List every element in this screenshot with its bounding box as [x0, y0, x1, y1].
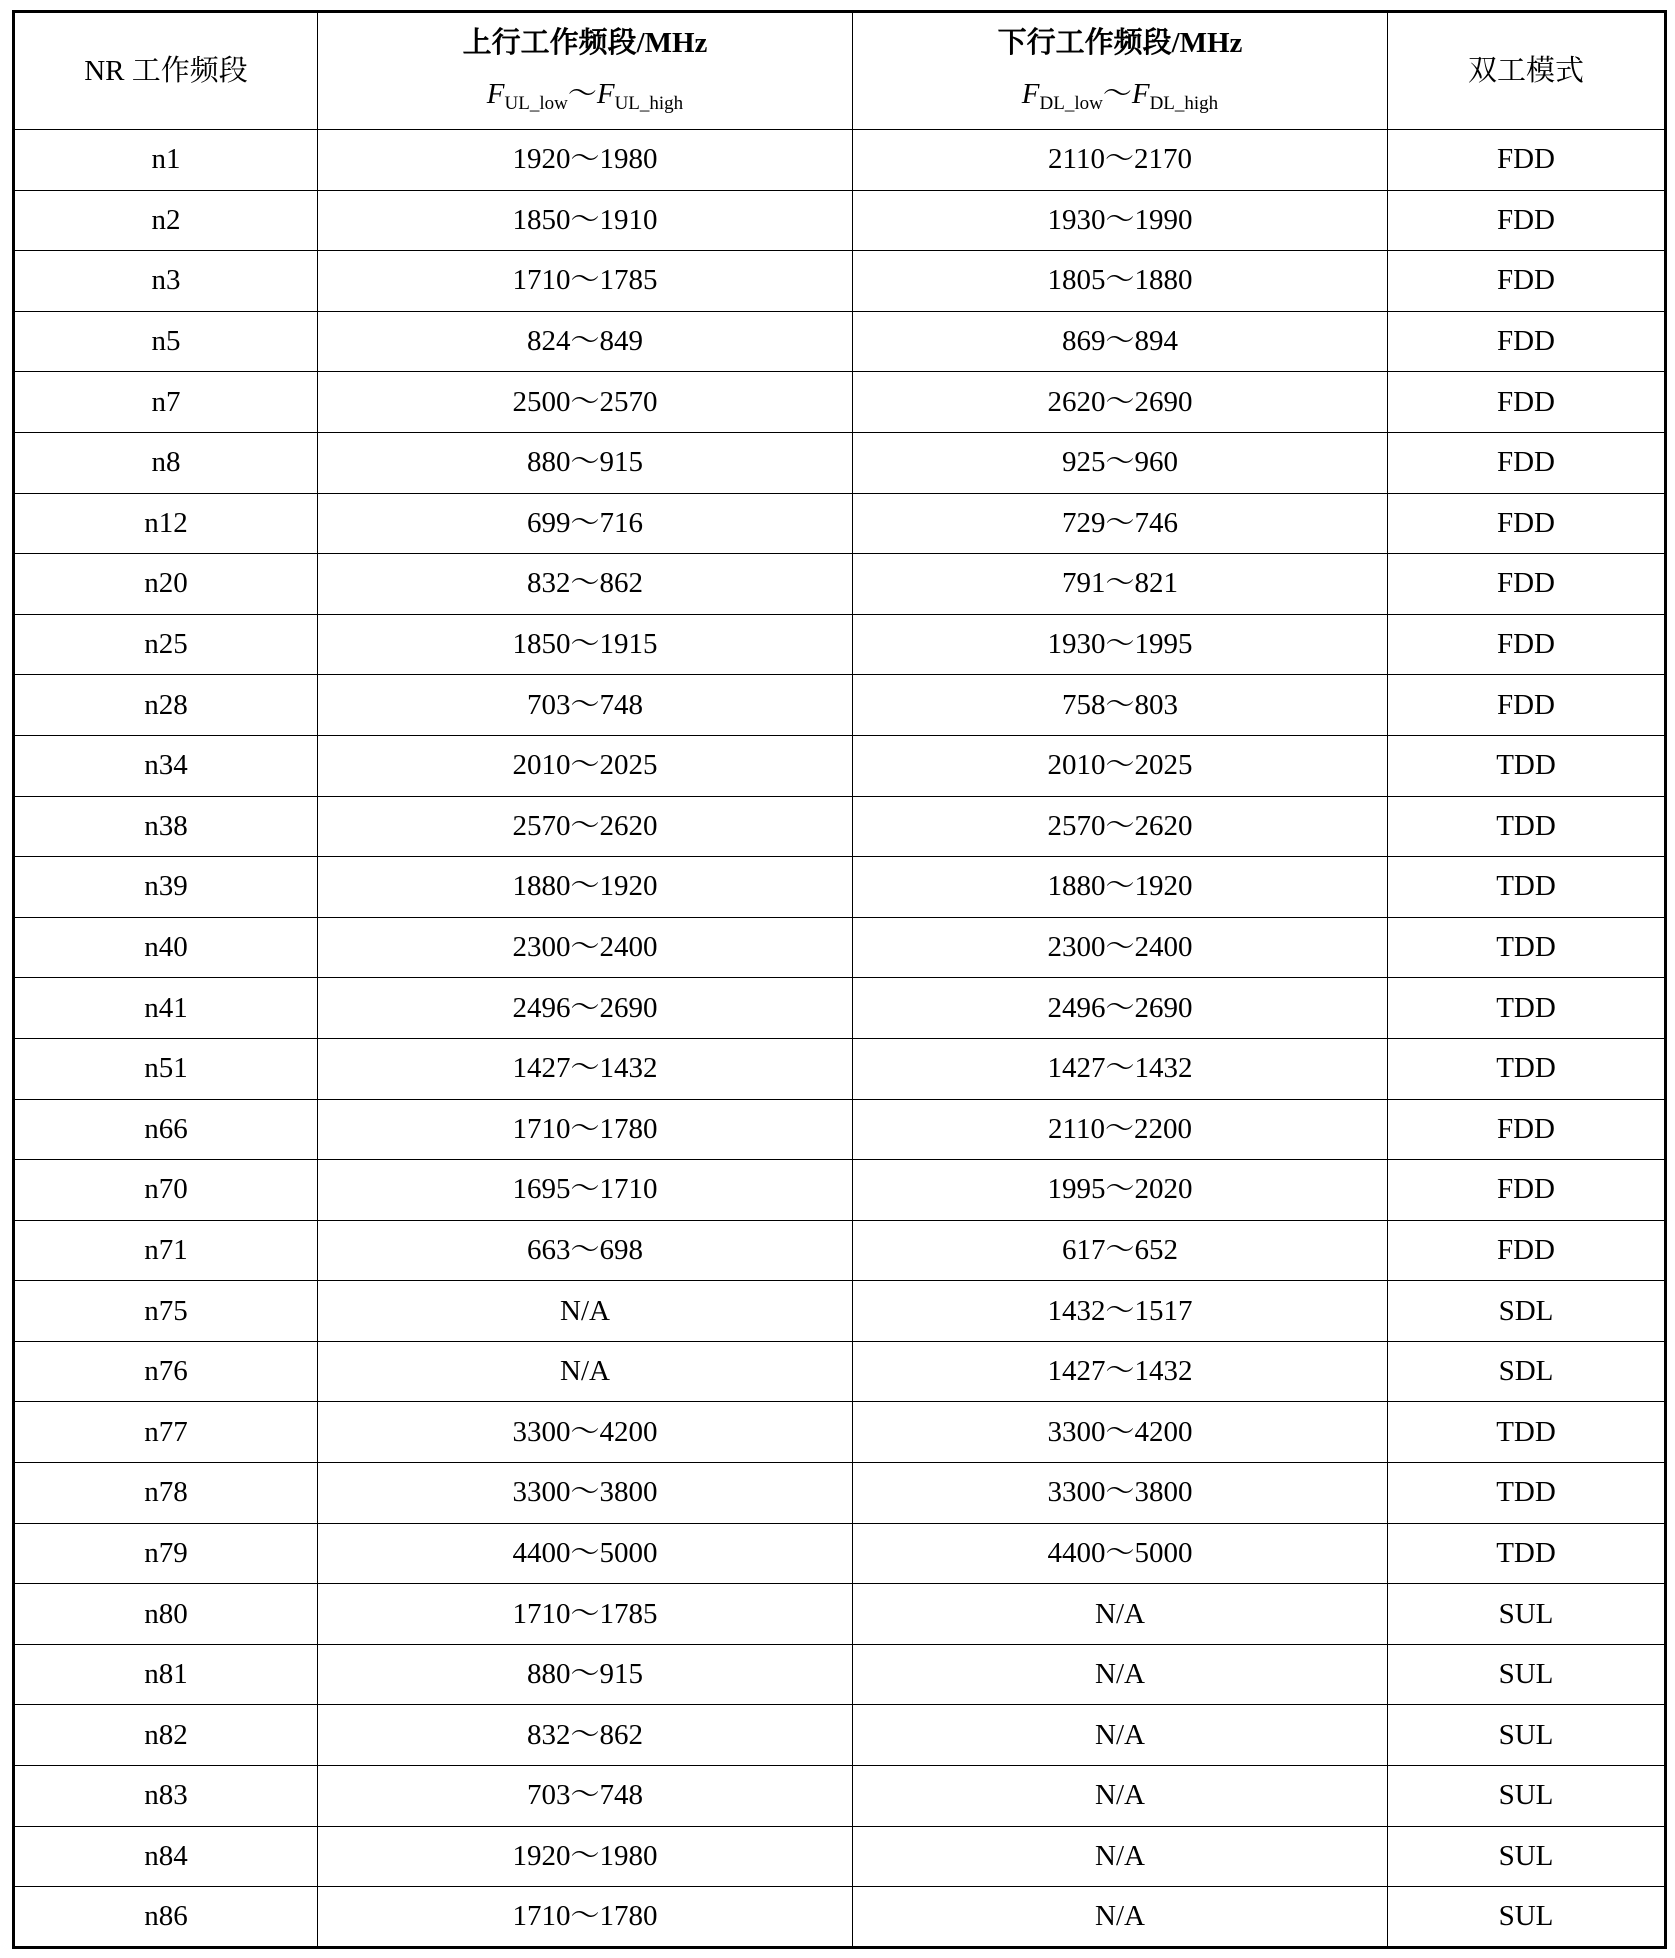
cell-band: n66 — [14, 1099, 318, 1160]
cell-uplink: 1710～1785 — [318, 251, 853, 312]
cell-duplex: SDL — [1388, 1281, 1666, 1342]
table-row — [14, 1341, 1666, 1402]
cell-downlink: 2620～2690 — [853, 372, 1388, 433]
cell-downlink: 3300～4200 — [853, 1402, 1388, 1463]
cell-downlink: 925～960 — [853, 432, 1388, 493]
table-row — [14, 1644, 1666, 1705]
cell-duplex: FDD — [1388, 190, 1666, 251]
cell-duplex: TDD — [1388, 978, 1666, 1039]
cell-duplex: FDD — [1388, 1099, 1666, 1160]
cell-band: n3 — [14, 251, 318, 312]
cell-band: n86 — [14, 1887, 318, 1948]
cell-uplink: 1920～1980 — [318, 1826, 853, 1887]
nr-band-table — [12, 10, 1667, 1949]
table-row — [14, 1705, 1666, 1766]
table-row — [14, 1463, 1666, 1524]
cell-band: n70 — [14, 1160, 318, 1221]
cell-uplink: 1710～1780 — [318, 1887, 853, 1948]
cell-uplink: 2570～2620 — [318, 796, 853, 857]
cell-uplink: 832～862 — [318, 1705, 853, 1766]
cell-band: n8 — [14, 432, 318, 493]
uplink-low-sub: UL_low — [504, 93, 568, 114]
cell-uplink: 1850～1910 — [318, 190, 853, 251]
cell-duplex: FDD — [1388, 614, 1666, 675]
cell-downlink: 2496～2690 — [853, 978, 1388, 1039]
table-row — [14, 190, 1666, 251]
table-row — [14, 735, 1666, 796]
cell-downlink: 3300～3800 — [853, 1463, 1388, 1524]
cell-uplink: 880～915 — [318, 1644, 853, 1705]
cell-duplex: FDD — [1388, 1160, 1666, 1221]
cell-band: n5 — [14, 311, 318, 372]
cell-uplink: 1880～1920 — [318, 857, 853, 918]
cell-uplink: 1710～1780 — [318, 1099, 853, 1160]
cell-uplink: N/A — [318, 1341, 853, 1402]
cell-duplex: FDD — [1388, 130, 1666, 191]
table-row — [14, 1160, 1666, 1221]
cell-band: n84 — [14, 1826, 318, 1887]
cell-band: n80 — [14, 1584, 318, 1645]
cell-band: n82 — [14, 1705, 318, 1766]
cell-band: n39 — [14, 857, 318, 918]
table-row — [14, 554, 1666, 615]
cell-uplink: 1695～1710 — [318, 1160, 853, 1221]
cell-band: n40 — [14, 917, 318, 978]
cell-duplex: TDD — [1388, 735, 1666, 796]
cell-downlink: 791～821 — [853, 554, 1388, 615]
table-row — [14, 130, 1666, 191]
header-downlink — [853, 12, 1388, 130]
header-uplink-formula — [318, 80, 852, 113]
cell-downlink: 1427～1432 — [853, 1038, 1388, 1099]
table-row — [14, 857, 1666, 918]
cell-duplex: FDD — [1388, 554, 1666, 615]
cell-downlink: 729～746 — [853, 493, 1388, 554]
cell-duplex: TDD — [1388, 857, 1666, 918]
cell-downlink: 1995～2020 — [853, 1160, 1388, 1221]
uplink-sep: ～ — [567, 78, 597, 110]
table-row — [14, 1523, 1666, 1584]
cell-band: n1 — [14, 130, 318, 191]
uplink-high-sub: UL_high — [614, 93, 684, 114]
cell-band: n38 — [14, 796, 318, 857]
table-header — [14, 12, 1666, 130]
table-row — [14, 493, 1666, 554]
cell-uplink: 1920～1980 — [318, 130, 853, 191]
table-row — [14, 1220, 1666, 1281]
cell-uplink: 1710～1785 — [318, 1584, 853, 1645]
cell-duplex: FDD — [1388, 432, 1666, 493]
header-uplink — [318, 12, 853, 130]
cell-downlink: 2110～2170 — [853, 130, 1388, 191]
cell-band: n75 — [14, 1281, 318, 1342]
cell-duplex: TDD — [1388, 1038, 1666, 1099]
cell-downlink: 617～652 — [853, 1220, 1388, 1281]
cell-downlink: 1930～1995 — [853, 614, 1388, 675]
cell-band: n20 — [14, 554, 318, 615]
table-row — [14, 917, 1666, 978]
cell-band: n12 — [14, 493, 318, 554]
cell-downlink: N/A — [853, 1887, 1388, 1948]
table-row — [14, 978, 1666, 1039]
cell-uplink: 1850～1915 — [318, 614, 853, 675]
cell-duplex: SUL — [1388, 1644, 1666, 1705]
table-row — [14, 796, 1666, 857]
cell-band: n34 — [14, 735, 318, 796]
cell-duplex: FDD — [1388, 311, 1666, 372]
cell-band: n79 — [14, 1523, 318, 1584]
table-row — [14, 1584, 1666, 1645]
cell-duplex: FDD — [1388, 1220, 1666, 1281]
table-row — [14, 675, 1666, 736]
cell-downlink: 2300～2400 — [853, 917, 1388, 978]
cell-downlink: 2010～2025 — [853, 735, 1388, 796]
downlink-high-sub: DL_high — [1149, 93, 1219, 114]
table-row — [14, 1038, 1666, 1099]
cell-duplex: TDD — [1388, 1523, 1666, 1584]
uplink-high-letter: F — [596, 78, 615, 110]
table-row — [14, 432, 1666, 493]
cell-uplink: 4400～5000 — [318, 1523, 853, 1584]
cell-downlink: N/A — [853, 1644, 1388, 1705]
table-row — [14, 311, 1666, 372]
cell-band: n51 — [14, 1038, 318, 1099]
cell-downlink: 1805～1880 — [853, 251, 1388, 312]
cell-uplink: 2300～2400 — [318, 917, 853, 978]
cell-band: n81 — [14, 1644, 318, 1705]
cell-downlink: 4400～5000 — [853, 1523, 1388, 1584]
cell-band: n71 — [14, 1220, 318, 1281]
table-row — [14, 614, 1666, 675]
header-downlink-title: 下行工作频段/MHz — [997, 27, 1243, 59]
cell-band: n28 — [14, 675, 318, 736]
cell-uplink: 832～862 — [318, 554, 853, 615]
header-uplink-title: 上行工作频段/MHz — [462, 27, 708, 59]
cell-downlink: 2570～2620 — [853, 796, 1388, 857]
cell-duplex: TDD — [1388, 1402, 1666, 1463]
cell-duplex: FDD — [1388, 251, 1666, 312]
cell-uplink: 703～748 — [318, 1766, 853, 1827]
cell-downlink: N/A — [853, 1584, 1388, 1645]
cell-downlink: 1930～1990 — [853, 190, 1388, 251]
cell-band: n77 — [14, 1402, 318, 1463]
cell-band: n41 — [14, 978, 318, 1039]
cell-duplex: SUL — [1388, 1887, 1666, 1948]
cell-duplex: FDD — [1388, 493, 1666, 554]
cell-downlink: 869～894 — [853, 311, 1388, 372]
header-downlink-formula — [853, 80, 1387, 113]
cell-uplink: 2010～2025 — [318, 735, 853, 796]
cell-duplex: SUL — [1388, 1705, 1666, 1766]
header-band: NR 工作频段 — [14, 12, 318, 130]
cell-duplex: TDD — [1388, 917, 1666, 978]
cell-uplink: 880～915 — [318, 432, 853, 493]
cell-band: n25 — [14, 614, 318, 675]
cell-band: n76 — [14, 1341, 318, 1402]
table-row — [14, 1766, 1666, 1827]
cell-band: n83 — [14, 1766, 318, 1827]
downlink-low-sub: DL_low — [1039, 93, 1103, 114]
cell-downlink: 1427～1432 — [853, 1341, 1388, 1402]
cell-uplink: 3300～3800 — [318, 1463, 853, 1524]
table-row — [14, 1826, 1666, 1887]
header-row — [14, 12, 1666, 130]
cell-downlink: 758～803 — [853, 675, 1388, 736]
cell-band: n7 — [14, 372, 318, 433]
downlink-sep: ～ — [1102, 78, 1132, 110]
cell-uplink: 2500～2570 — [318, 372, 853, 433]
table-row — [14, 1887, 1666, 1948]
cell-duplex: TDD — [1388, 1463, 1666, 1524]
cell-uplink: 703～748 — [318, 675, 853, 736]
cell-downlink: N/A — [853, 1705, 1388, 1766]
table-row — [14, 1281, 1666, 1342]
cell-duplex: FDD — [1388, 372, 1666, 433]
cell-uplink: 1427～1432 — [318, 1038, 853, 1099]
cell-uplink: N/A — [318, 1281, 853, 1342]
table-row — [14, 372, 1666, 433]
table-body — [14, 130, 1666, 1948]
header-duplex: 双工模式 — [1388, 12, 1666, 130]
cell-downlink: 1432～1517 — [853, 1281, 1388, 1342]
cell-duplex: SDL — [1388, 1341, 1666, 1402]
cell-band: n2 — [14, 190, 318, 251]
cell-band: n78 — [14, 1463, 318, 1524]
cell-downlink: N/A — [853, 1826, 1388, 1887]
cell-duplex: SUL — [1388, 1584, 1666, 1645]
cell-downlink: 1880～1920 — [853, 857, 1388, 918]
table-row — [14, 251, 1666, 312]
table-row — [14, 1402, 1666, 1463]
cell-uplink: 3300～4200 — [318, 1402, 853, 1463]
cell-duplex: TDD — [1388, 796, 1666, 857]
cell-duplex: SUL — [1388, 1766, 1666, 1827]
uplink-low-letter: F — [486, 78, 505, 110]
table-row — [14, 1099, 1666, 1160]
cell-duplex: SUL — [1388, 1826, 1666, 1887]
cell-uplink: 2496～2690 — [318, 978, 853, 1039]
cell-uplink: 663～698 — [318, 1220, 853, 1281]
cell-uplink: 699～716 — [318, 493, 853, 554]
cell-downlink: 2110～2200 — [853, 1099, 1388, 1160]
downlink-low-letter: F — [1021, 78, 1040, 110]
cell-uplink: 824～849 — [318, 311, 853, 372]
downlink-high-letter: F — [1131, 78, 1150, 110]
cell-duplex: FDD — [1388, 675, 1666, 736]
cell-downlink: N/A — [853, 1766, 1388, 1827]
